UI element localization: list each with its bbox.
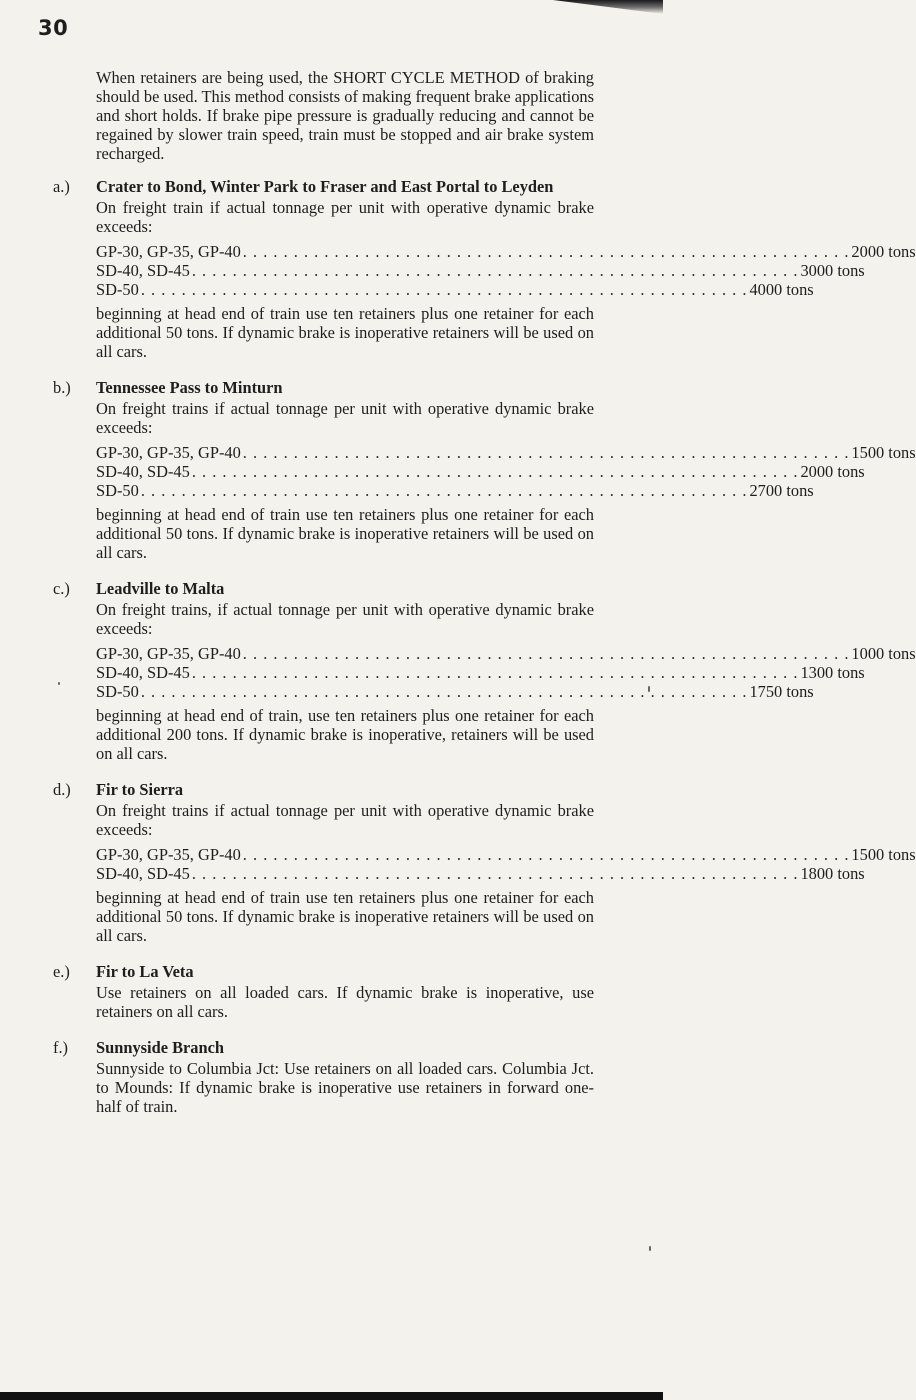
tonnage-row	[96, 261, 865, 280]
tonnage-value: 2000 tons	[800, 462, 865, 481]
page-body	[53, 68, 916, 1133]
dot-leader: . . . . . . . . . . . . . . . . . . . . . . . . . . . . . . . . . . . . . . . . . . . . . . . . . . . . . . . . . . . .	[191, 663, 799, 682]
dot-leader: . . . . . . . . . . . . . . . . . . . . . . . . . . . . . . . . . . . . . . . . . . . . . . . . . . . . . . . . . . . .	[140, 280, 748, 299]
dot-leader: . . . . . . . . . . . . . . . . . . . . . . . . . . . . . . . . . . . . . . . . . . . . . . . . . . . . . . . . . . . .	[191, 462, 799, 481]
section-lead-text: On freight train if actual tonnage per unit with operative dynamic brake exceeds:	[96, 198, 594, 236]
section	[53, 378, 916, 562]
tonnage-value: 4000 tons	[749, 280, 814, 299]
tonnage-row	[96, 663, 865, 682]
tonnage-row	[96, 845, 916, 864]
section-heading: Fir to Sierra	[96, 780, 184, 799]
section-letter: b.)	[53, 378, 71, 397]
locomotive-model: SD-40, SD-45	[96, 864, 190, 883]
section-letter: c.)	[53, 579, 70, 598]
locomotive-model: SD-40, SD-45	[96, 462, 190, 481]
intro-paragraph: When retainers are being used, the SHORT CYCLE METHOD of braking should be used. This method consists of making frequent brake applications and short holds. If brake pipe pressure is gradually reducing and cannot be regained by slower train speed, train must be stopped and air brake system recharged.	[96, 68, 594, 163]
tonnage-row	[96, 443, 916, 462]
section-heading: Tennessee Pass to Minturn	[96, 378, 283, 397]
section-heading: Leadville to Malta	[96, 579, 225, 598]
page-number: 30	[38, 16, 69, 40]
section-heading: Sunnyside Branch	[96, 1038, 224, 1057]
section-lead-text: Sunnyside to Columbia Jct: Use retainers on all loaded cars. Columbia Jct. to Mounds: If dynamic brake is inoperative use retainers in forward one-half of train.	[96, 1059, 594, 1116]
scan-edge-top	[553, 0, 663, 14]
locomotive-model: SD-50	[96, 481, 139, 500]
tonnage-value: 1800 tons	[800, 864, 865, 883]
locomotive-model: SD-50	[96, 280, 139, 299]
tonnage-table	[96, 443, 916, 500]
section-lead-text: Use retainers on all loaded cars. If dynamic brake is inoperative, use retainers on all cars.	[96, 983, 594, 1021]
section-letter: a.)	[53, 177, 70, 196]
locomotive-model: GP-30, GP-35, GP-40	[96, 845, 241, 864]
tonnage-table	[96, 242, 916, 299]
section-letter: d.)	[53, 780, 71, 799]
tonnage-row	[96, 462, 865, 481]
locomotive-model: SD-40, SD-45	[96, 261, 190, 280]
section-lead-text: On freight trains if actual tonnage per unit with operative dynamic brake exceeds:	[96, 399, 594, 437]
section	[53, 177, 916, 361]
tonnage-value: 1300 tons	[800, 663, 865, 682]
dot-leader: . . . . . . . . . . . . . . . . . . . . . . . . . . . . . . . . . . . . . . . . . . . . . . . . . . . . . . . . . . . .	[140, 682, 748, 701]
dot-leader: . . . . . . . . . . . . . . . . . . . . . . . . . . . . . . . . . . . . . . . . . . . . . . . . . . . . . . . . . . . .	[242, 443, 850, 462]
section	[53, 962, 594, 1021]
dot-leader: . . . . . . . . . . . . . . . . . . . . . . . . . . . . . . . . . . . . . . . . . . . . . . . . . . . . . . . . . . . .	[191, 261, 799, 280]
section	[53, 1038, 594, 1116]
tonnage-value: 1500 tons	[851, 443, 916, 462]
dot-leader: . . . . . . . . . . . . . . . . . . . . . . . . . . . . . . . . . . . . . . . . . . . . . . . . . . . . . . . . . . . .	[242, 644, 850, 663]
section	[53, 780, 916, 945]
section-heading: Crater to Bond, Winter Park to Fraser and East Portal to Leyden	[96, 177, 554, 196]
tonnage-table	[96, 845, 916, 883]
section-letter: f.)	[53, 1038, 69, 1057]
section-tail-text: beginning at head end of train use ten retainers plus one retainer for each additional 50 tons. If dynamic brake is inoperative retainers will be used on all cars.	[96, 505, 594, 562]
section-lead-text: On freight trains, if actual tonnage per unit with operative dynamic brake exceeds:	[96, 600, 594, 638]
section-tail-text: beginning at head end of train use ten retainers plus one retainer for each additional 50 tons. If dynamic brake is inoperative retainers will be used on all cars.	[96, 888, 594, 945]
scan-speck	[58, 682, 60, 685]
tonnage-table	[96, 644, 916, 701]
section-heading: Fir to La Veta	[96, 962, 194, 981]
tonnage-row	[96, 280, 814, 299]
tonnage-value: 2000 tons	[851, 242, 916, 261]
tonnage-value: 3000 tons	[800, 261, 865, 280]
tonnage-value: 1750 tons	[749, 682, 814, 701]
section-letter: e.)	[53, 962, 70, 981]
section-tail-text: beginning at head end of train use ten retainers plus one retainer for each additional 50 tons. If dynamic brake is inoperative retainers will be used on all cars.	[96, 304, 594, 361]
locomotive-model: SD-50	[96, 682, 139, 701]
dot-leader: . . . . . . . . . . . . . . . . . . . . . . . . . . . . . . . . . . . . . . . . . . . . . . . . . . . . . . . . . . . .	[242, 845, 850, 864]
tonnage-value: 1000 tons	[851, 644, 916, 663]
sections-list	[53, 177, 916, 1116]
locomotive-model: GP-30, GP-35, GP-40	[96, 644, 241, 663]
tonnage-value: 2700 tons	[749, 481, 814, 500]
dot-leader: . . . . . . . . . . . . . . . . . . . . . . . . . . . . . . . . . . . . . . . . . . . . . . . . . . . . . . . . . . . .	[242, 242, 850, 261]
dot-leader: . . . . . . . . . . . . . . . . . . . . . . . . . . . . . . . . . . . . . . . . . . . . . . . . . . . . . . . . . . . .	[191, 864, 799, 883]
tonnage-row	[96, 242, 916, 261]
section-tail-text: beginning at head end of train, use ten retainers plus one retainer for each additional 200 tons. If dynamic brake is inoperative, retainers will be used on all cars.	[96, 706, 594, 763]
tonnage-row	[96, 682, 814, 701]
tonnage-row	[96, 481, 814, 500]
tonnage-row	[96, 644, 916, 663]
tonnage-value: 1500 tons	[851, 845, 916, 864]
section	[53, 579, 916, 763]
section-lead-text: On freight trains if actual tonnage per unit with operative dynamic brake exceeds:	[96, 801, 594, 839]
locomotive-model: SD-40, SD-45	[96, 663, 190, 682]
tonnage-row	[96, 864, 865, 883]
locomotive-model: GP-30, GP-35, GP-40	[96, 443, 241, 462]
scan-edge-bottom	[0, 1392, 663, 1400]
scan-speck	[649, 1246, 651, 1251]
locomotive-model: GP-30, GP-35, GP-40	[96, 242, 241, 261]
dot-leader: . . . . . . . . . . . . . . . . . . . . . . . . . . . . . . . . . . . . . . . . . . . . . . . . . . . . . . . . . . . .	[140, 481, 748, 500]
